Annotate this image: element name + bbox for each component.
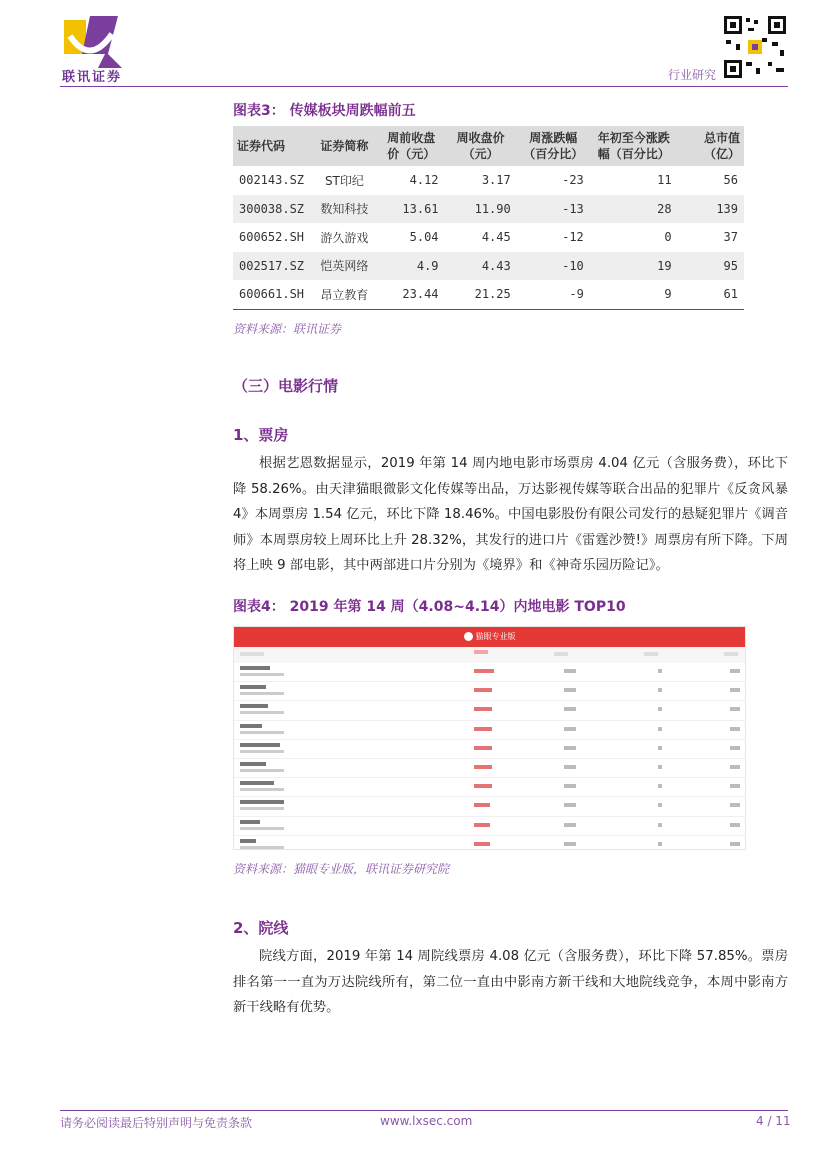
cell-close: 4.45 xyxy=(481,230,511,245)
col-header: 总市值（亿） xyxy=(678,126,744,166)
col-header: 周涨跌幅（百分比） xyxy=(517,126,590,166)
cell-ytd-change: 28 xyxy=(590,195,678,224)
cell-close: 3.17 xyxy=(481,173,511,188)
report-type-tag: 行业研究 xyxy=(668,68,717,82)
table-row xyxy=(233,166,744,195)
blurred-text xyxy=(474,746,492,750)
company-name: 联讯证券 xyxy=(62,70,123,85)
cell-prev-close: 5.04 xyxy=(409,230,439,245)
blurred-text xyxy=(564,823,576,827)
blurred-text xyxy=(474,727,492,731)
cell-code: 600661.SH xyxy=(233,280,311,309)
blurred-text xyxy=(724,652,738,656)
figure4-source: 资料来源：猫眼专业版，联讯证券研究院 xyxy=(233,862,450,876)
cell-market-cap: 61 xyxy=(678,280,744,309)
blurred-text xyxy=(564,707,576,711)
disclaimer-link[interactable]: 请务必阅读最后特别声明与免责条款 xyxy=(60,1116,253,1130)
blurred-text xyxy=(474,688,492,692)
figure3-table xyxy=(233,126,744,310)
blurred-text xyxy=(240,704,268,708)
blurred-text xyxy=(564,727,576,731)
cell-close: 4.43 xyxy=(445,252,517,281)
blurred-text xyxy=(658,727,662,731)
blurred-text xyxy=(730,823,740,827)
blurred-text xyxy=(474,707,492,711)
blurred-text xyxy=(730,707,740,711)
blurred-text xyxy=(730,746,740,750)
col-header: 证券代码 xyxy=(233,126,311,166)
company-logo xyxy=(60,14,128,70)
screenshot-row xyxy=(234,701,745,720)
cell-close: 21.25 xyxy=(445,280,517,309)
blurred-text xyxy=(730,727,740,731)
blurred-text xyxy=(240,781,274,785)
blurred-text xyxy=(240,820,260,824)
figure3-title: 图表3： 传媒板块周跌幅前五 xyxy=(233,103,416,119)
blurred-text xyxy=(240,800,284,804)
col-header: 年初至今涨跌幅（百分比） xyxy=(590,126,678,166)
blurred-text xyxy=(730,669,740,673)
table-row xyxy=(233,280,744,309)
blurred-text xyxy=(240,743,280,747)
blurred-text xyxy=(554,652,568,656)
cell-ytd-change: 11 xyxy=(657,173,672,188)
blurred-text xyxy=(240,652,264,656)
cell-weekly-change: -12 xyxy=(562,230,584,245)
blurred-text xyxy=(474,784,492,788)
screenshot-row xyxy=(234,836,745,850)
screenshot-row xyxy=(234,721,745,740)
cell-name: ST印纪 xyxy=(324,173,364,188)
blurred-text xyxy=(730,784,740,788)
blurred-text xyxy=(474,823,490,827)
figure4-title: 图表4： 2019 年第 14 周（4.08~4.14）内地电影 TOP10 xyxy=(233,599,626,615)
cell-name: 昂立教育 xyxy=(311,280,378,309)
maoyan-banner xyxy=(234,627,745,647)
cell-name: 恺英网络 xyxy=(311,252,378,281)
blurred-text xyxy=(240,839,256,843)
cell-code: 300038.SZ xyxy=(233,195,311,224)
blurred-text xyxy=(240,666,270,670)
cell-code: 600652.SH xyxy=(239,230,305,245)
blurred-text xyxy=(658,765,662,769)
cell-weekly-change: -10 xyxy=(517,252,590,281)
blurred-text xyxy=(658,669,662,673)
blurred-text xyxy=(564,688,576,692)
cell-name: 游久游戏 xyxy=(320,230,369,245)
screenshot-header-row xyxy=(234,647,745,663)
website-link[interactable]: www.lxsec.com xyxy=(380,1114,473,1128)
col-header: 证券简称 xyxy=(311,126,378,166)
cell-code: 002517.SZ xyxy=(233,252,311,281)
screenshot-row xyxy=(234,759,745,778)
blurred-text xyxy=(474,765,492,769)
footer-divider xyxy=(60,1110,788,1111)
blurred-text xyxy=(240,846,284,849)
cinema-chain-paragraph: 院线方面，2019 年第 14 周院线票房 4.08 亿元（含服务费），环比下降 57.85%。票房排名第一一直为万达院线所有，第二位一直由中影南方新干线和大地院线竞争，本周中影南方新干线略有优势。 xyxy=(233,949,788,1016)
blurred-text xyxy=(564,669,576,673)
maoyan-logo-icon xyxy=(464,632,473,641)
blurred-text xyxy=(658,707,662,711)
blurred-text xyxy=(240,724,262,728)
blurred-text xyxy=(730,842,740,846)
screenshot-row xyxy=(234,817,745,836)
blurred-text xyxy=(240,692,284,695)
blurred-text xyxy=(240,807,284,810)
cell-market-cap: 37 xyxy=(723,230,738,245)
maoyan-top10-screenshot xyxy=(233,626,746,850)
cell-ytd-change: 9 xyxy=(590,280,678,309)
screenshot-row xyxy=(234,778,745,797)
table-row xyxy=(233,195,744,224)
blurred-text xyxy=(564,803,576,807)
blurred-text xyxy=(240,711,284,714)
cell-weekly-change: -9 xyxy=(517,280,590,309)
blurred-text xyxy=(658,746,662,750)
cell-prev-close: 4.12 xyxy=(409,173,439,188)
screenshot-row xyxy=(234,797,745,816)
col-header: 周收盘价（元） xyxy=(445,126,517,166)
blurred-text xyxy=(564,784,576,788)
subsection-title-cinema-chain: 2、院线 xyxy=(233,919,289,937)
blurred-text xyxy=(644,652,658,656)
subsection-title-box-office: 1、票房 xyxy=(233,426,289,444)
blurred-text xyxy=(658,688,662,692)
cell-close: 11.90 xyxy=(445,195,517,224)
blurred-text xyxy=(474,842,490,846)
table-row xyxy=(233,252,744,281)
cell-market-cap: 95 xyxy=(678,252,744,281)
blurred-text xyxy=(658,784,662,788)
blurred-text xyxy=(474,650,488,654)
table-header-row xyxy=(233,126,744,166)
cell-ytd-change: 19 xyxy=(590,252,678,281)
qr-code-icon xyxy=(722,14,788,80)
header-divider xyxy=(60,86,788,87)
blurred-text xyxy=(240,685,266,689)
screenshot-row xyxy=(234,740,745,759)
blurred-text xyxy=(658,803,662,807)
blurred-text xyxy=(240,788,284,791)
cell-prev-close: 4.9 xyxy=(378,252,445,281)
blurred-text xyxy=(474,669,494,673)
blurred-text xyxy=(658,823,662,827)
col-header: 周前收盘价（元） xyxy=(378,126,445,166)
blurred-text xyxy=(474,803,490,807)
cell-prev-close: 13.61 xyxy=(378,195,445,224)
cell-market-cap: 56 xyxy=(723,173,738,188)
blurred-text xyxy=(240,673,284,676)
cell-weekly-change: -13 xyxy=(517,195,590,224)
blurred-text xyxy=(240,827,284,830)
blurred-text xyxy=(240,762,266,766)
blurred-text xyxy=(658,842,662,846)
blurred-text xyxy=(730,688,740,692)
blurred-text xyxy=(730,765,740,769)
blurred-text xyxy=(240,769,284,772)
page-number: 4 / 11 xyxy=(756,1114,791,1128)
cell-ytd-change: 0 xyxy=(664,230,672,245)
blurred-text xyxy=(564,842,576,846)
blurred-text xyxy=(564,765,576,769)
table-row xyxy=(233,223,744,252)
cell-weekly-change: -23 xyxy=(562,173,584,188)
screenshot-row xyxy=(234,663,745,682)
blurred-text xyxy=(240,731,284,734)
screenshot-row xyxy=(234,682,745,701)
blurred-text xyxy=(240,750,284,753)
blurred-text xyxy=(564,746,576,750)
cell-prev-close: 23.44 xyxy=(378,280,445,309)
cell-name: 数知科技 xyxy=(311,195,378,224)
blurred-text xyxy=(730,803,740,807)
box-office-paragraph: 根据艺恩数据显示，2019 年第 14 周内地电影市场票房 4.04 亿元（含服务费），环比下降 58.26%。由天津猫眼微影文化传媒等出品，万达影视传媒等联合出品的犯罪片《反贪风暴 4》本周票房 1.54 亿元，环比下降 18.46%。中国电影股份有限公司发行的悬疑犯罪片《调音师》本周票房较上周环比上升 28.32%，其发行的进口片《雷霆沙赞!》周票房有所下降。下周将上映 9 部电影，其中两部进口片分别为《境界》和《神奇乐园历险记》。 xyxy=(233,456,788,574)
cell-market-cap: 139 xyxy=(678,195,744,224)
maoyan-banner-label: 猫眼专业版 xyxy=(475,632,516,641)
section-title: （三）电影行情 xyxy=(233,377,339,395)
cell-code: 002143.SZ xyxy=(239,173,305,188)
figure3-source: 资料来源：联讯证券 xyxy=(233,322,342,336)
